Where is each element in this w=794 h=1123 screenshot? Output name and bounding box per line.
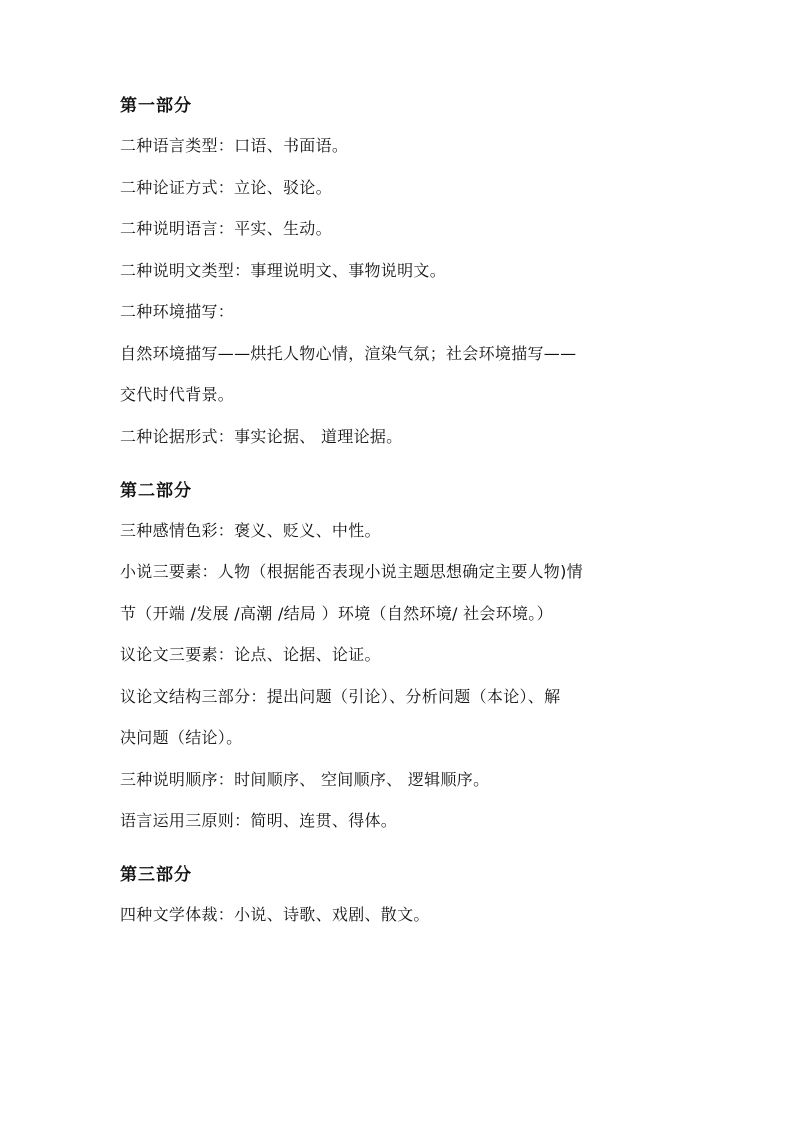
text-line: 二种说明语言：平实、生动。 xyxy=(120,219,332,238)
document-page xyxy=(120,96,680,947)
text-line: 小说三要素：人物（根据能否表现小说主题思想确定主要人物)情 xyxy=(120,562,583,581)
section-heading: 第二部分 xyxy=(120,480,192,501)
text-line: 交代时代背景。 xyxy=(120,385,235,404)
section-heading: 第一部分 xyxy=(120,96,192,116)
section-part-1 xyxy=(120,96,680,447)
text-line: 议论文三要素：论点、论据、论证。 xyxy=(120,645,381,664)
text-line: 二种说明文类型：事理说明文、事物说明文。 xyxy=(120,260,447,280)
text-line: 三种说明顺序：时间顺序、 空间顺序、 逻辑顺序。 xyxy=(120,769,490,789)
section-part-3 xyxy=(120,865,680,925)
text-line: 节（开端 /发展 /高潮 /结局 ）环境（自然环境/ 社会环境。） xyxy=(120,603,553,623)
text-line: 自然环境描写——烘托人物心情，渲染气氛；社会环境描写—— xyxy=(120,343,577,363)
text-line: 决问题（结论）。 xyxy=(120,728,243,747)
text-line: 二种论据形式：事实论据、 道理论据。 xyxy=(120,426,403,446)
text-line: 二种环境描写： xyxy=(120,302,235,321)
section-part-2 xyxy=(120,481,680,832)
text-line: 三种感情色彩：褒义、贬义、中性。 xyxy=(120,520,381,540)
text-line: 语言运用三原则：简明、连贯、得体。 xyxy=(120,811,398,830)
text-line: 二种语言类型：口语、书面语。 xyxy=(120,136,349,155)
text-line: 二种论证方式：立论、驳论。 xyxy=(120,177,332,197)
section-heading: 第三部分 xyxy=(120,865,192,885)
text-line: 四种文学体裁：小说、诗歌、戏剧、散文。 xyxy=(120,905,430,924)
text-line: 议论文结构三部分：提出问题（引论）、分析问题（本论）、解 xyxy=(120,686,561,706)
